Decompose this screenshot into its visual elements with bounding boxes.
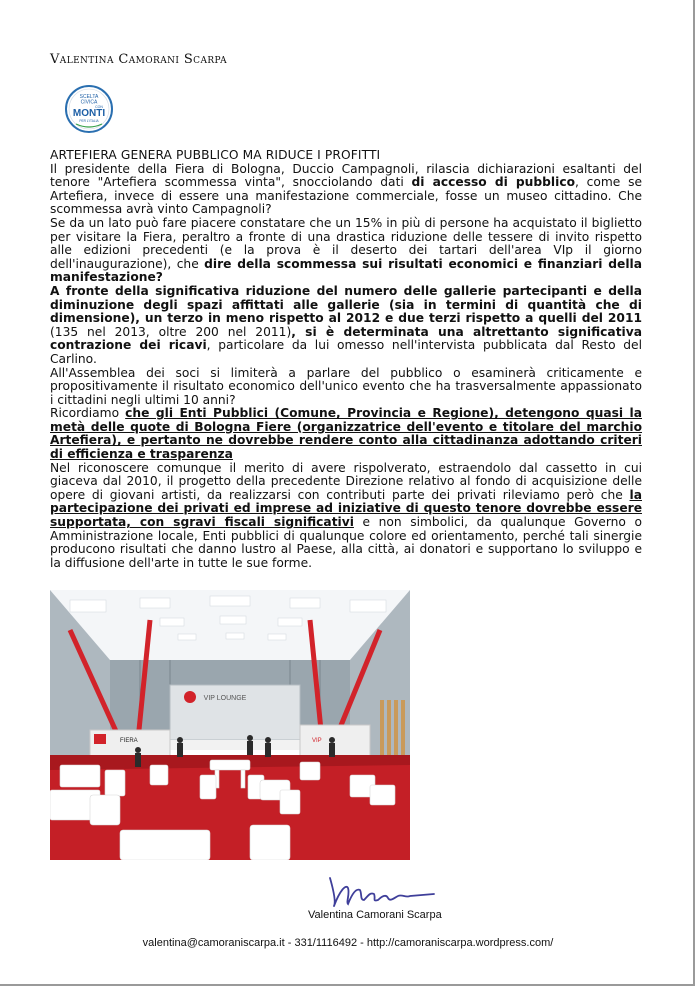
handwritten-signature [322,870,442,912]
paragraph-public-entities: Ricordiamo che gli Enti Pubblici (Comune, Provincia e Regione), detengono quasi la metà delle quote di Bologna Fiere (organizzatrice dell'evento e titolare del marchio Artefiera), e pertanto ne dovrebbe rendere conto alla cittadinanza adottando criteri di efficienza e trasparenza [50,406,642,462]
paragraph-assembly: All'Assemblea dei soci si limiterà a parlare del pubblico o esaminerà criticamente e propositivamente il risultato economico dell'unico evento che ha trasversalmente appassionato i cittadini negli ultimi 10 anni? [50,365,642,407]
paragraph-visitors: Se da un lato può fare piacere constatare che un 15% in più di persone ha acquistato il biglietto per visitare la Fiera, peraltro a fronte di una drastica riduzione delle tessere di invito rispetto alle edizioni precedenti (e la prova è il deserto dei tartari dell'area VIp il giorno dell'inaugurazione), che dire della scommessa sui risultati economici e finanziari della manifestazione? [50,215,642,285]
paragraph-president: Il presidente della Fiera di Bologna, Duccio Campagnoli, rilascia dichiarazioni esaltanti del tenore "Artefiera scommessa vinta", snocciolando dati di accesso di pubblico, come se Artefiera, invece di essere una manifestazione commerciale, fosse un museo cittadino. Che scommessa avrà vinto Campagnoli? [50,161,642,217]
article-body [50,149,642,570]
logo-text-civica: CIVICA [80,99,98,106]
article-title: ARTEFIERA GENERA PUBBLICO MA RIDUCE I PROFITTI [50,148,381,162]
logo-text-monti: MONTI [72,108,106,119]
logo-text-con: CON [95,105,103,109]
signature-name: Valentina Camorani Scarpa [308,909,442,921]
logo-text-scelta: SCELTA [79,94,99,100]
photo-sign-fiera: FIERA [120,738,138,744]
author-header: Valentina Camorani Scarpa [50,52,228,67]
footer-contact: valentina@camoraniscarpa.it - 331/1116492 - http://camoraniscarpa.wordpress.com/ [142,937,554,949]
photo-sign-lounge: VIP LOUNGE [203,695,247,702]
photo-sign-vip: VIP [312,738,322,744]
vip-lounge-photo [50,590,410,860]
paragraph-galleries: A fronte della significativa riduzione del numero delle gallerie partecipanti e della diminuzione degli spazi affittati alle gallerie (sia in termini di quantità che di dimensione), un terzo in meno rispetto al 2012 e due terzi rispetto a quelli del 2011 (135 nel 2013, oltre 200 nel 2011), si è determinata una altrettanto significativa contrazione dei ricavi, particolare da lui omesso nell'intervista pubblicata dal Resto del Carlino. [50,283,643,366]
logo-text-per-italia: PER L'ITALIA [79,119,99,123]
scelta-civica-logo [64,84,114,134]
paragraph-private-participation: Nel riconoscere comunque il merito di avere rispolverato, estraendolo dal cassetto in cui giaceva dal 2010, il progetto della precedente Direzione relativo al fondo di acquisizione delle opere di giovani artisti, da realizzarsi con contributi parte dei privati rileviamo però che la partecipazione dei privati ed imprese ad iniziative di questo tenore dovrebbe essere supportata, con sgravi fiscali significativi e non simbolici, da qualunque Governo o Amministrazione locale, Enti pubblici di qualunque colore ed orientamento, perché tali sinergie producono risultati che danno lustro al Paese, alla città, ai donatori e supportano lo sviluppo e la diffusione dell'arte in tutte le sue forme. [50,460,642,570]
